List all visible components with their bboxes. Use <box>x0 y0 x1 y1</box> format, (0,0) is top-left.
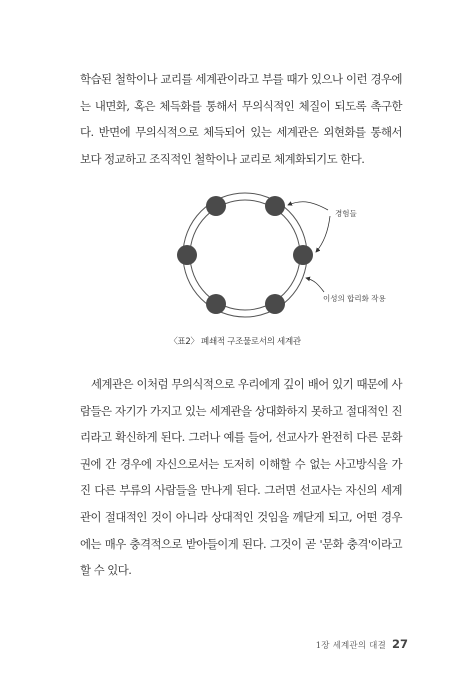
chapter-title: 1장 세계관의 대결 <box>315 641 386 651</box>
paragraph-1: 학습된 철학이나 교리를 세계관이라고 부를 때가 있으나 이런 경우에는 내면화, 혹은 체득화를 통해서 무의식적인 체질이 되도록 촉구한다. 반면에 무의식적으로 체득되어 있는 세계관은 외현화를 통해서 보다 정교하고 조직적인 철학이나 교리로 체계화되기도 한다. <box>80 72 402 166</box>
figure-caption: 〈표2〉 폐쇄적 구조물로서의 세계관 <box>169 337 301 347</box>
page-number: 27 <box>391 637 408 651</box>
outer-ring <box>183 193 307 317</box>
node-top-left <box>206 196 226 216</box>
rational-arrow <box>306 278 324 292</box>
paragraph-2: 세계관은 이처럼 무의식적으로 우리에게 깊이 배어 있기 때문에 사람들은 자기가 가지고 있는 세계관을 상대화하지 못하고 절대적인 진리라고 확신하게 된다. 그러나 예를 들어, 선교사가 완전히 다른 문화권에 간 경우에 자신으로서는 도저히 이해할 수 없는 사고방식을 가진 다른 부류의 사람들을 만나게 된다. 그러면 선교사는 자신의 세계관이 절대적인 것이 아니라 상대적인 것임을 깨닫게 되고, 어떤 경우에는 매우 충격적으로 받아들이게 된다. 그것이 곧 '문화 충격'이라고 할 수 있다. <box>80 377 402 578</box>
node-bottom-right <box>265 294 285 314</box>
node-top-right <box>265 196 285 216</box>
experience-arrow-2 <box>316 216 330 252</box>
label-rational: 이성의 합리화 작용 <box>323 294 386 303</box>
page-footer <box>316 637 408 651</box>
experience-arrow-1 <box>288 202 328 210</box>
inner-ring <box>190 200 300 310</box>
node-right <box>293 245 313 265</box>
label-experience: 경험들 <box>335 209 357 218</box>
worldview-diagram <box>150 188 390 323</box>
node-left <box>177 245 197 265</box>
node-bottom-left <box>206 294 226 314</box>
